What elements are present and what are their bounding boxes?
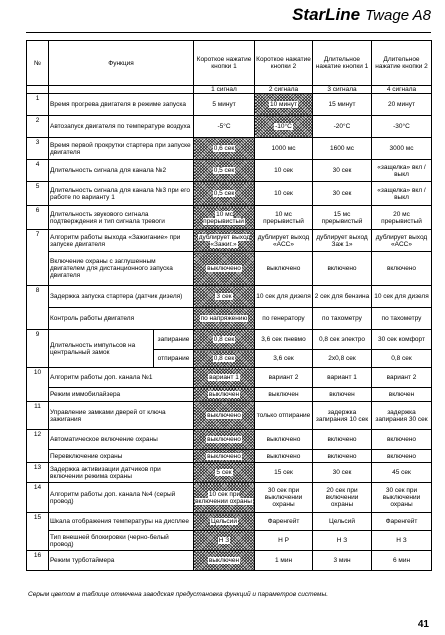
- col-header-long-1: Длительное нажатие кнопки 1: [313, 41, 372, 86]
- table-row: 10 Алгоритм работы доп. канала №1 вариант 1 вариант 2 вариант 1 вариант 2: [27, 368, 432, 388]
- table-row: 15 Шкала отображения температуры на дисплее Цельсий Фаренгейт Цельсий Фаренгейт: [27, 513, 432, 531]
- header-rule: [26, 32, 431, 33]
- table-row: Перевключение охраны выключено выключено включено включено: [27, 450, 432, 463]
- page-number: 41: [417, 619, 429, 630]
- signal-1: 1 сигнал: [194, 86, 255, 94]
- table-row: 13 Задержка активизации датчиков при включении режима охраны 5 сек 15 сек 30 сек 45 сек: [27, 463, 432, 483]
- brand-logo: [292, 5, 431, 25]
- table-row: 3 Время первой прокрутки стартера при запуске двигателя 0,6 сек 1000 мс 1600 мс 3000 мс: [27, 138, 432, 160]
- col-header-function: Функция: [49, 41, 194, 86]
- table-row: Контроль работы двигателя по напряжению по генератору по тахометру по тахометру: [27, 308, 432, 330]
- signal-2: 2 сигнала: [255, 86, 313, 94]
- col-header-short-2: Короткое нажатие кнопки 2: [255, 41, 313, 86]
- brand-name: StarLine: [292, 5, 361, 24]
- table-row: Включение охраны с заглушенным двигателем для дистанционного запуска двигателя выключено выключено включено включено: [27, 252, 432, 286]
- settings-table: [26, 40, 432, 571]
- signal-3: 3 сигнала: [313, 86, 372, 94]
- col-header-num: №: [27, 41, 49, 86]
- table-row: 8 Задержка запуска стартера (датчик дизеля) 3 сек 10 сек для дизеля 2 сек для бензина 10 сек для дизеля: [27, 286, 432, 308]
- table-row: 4 Длительность сигнала для канала №2 0,5 сек 10 сек 30 сек «защелка» вкл / выкл: [27, 160, 432, 182]
- table-row: Тип внешней блокировки (черно-белый провод) Н З Н Р Н З Н З: [27, 531, 432, 551]
- table-row: 2 Автозапуск двигателя по температуре воздуха -5°C -10°C -20°C -30°C: [27, 116, 432, 138]
- table-row: Режим иммобилайзера выключен выключен включен включен: [27, 388, 432, 402]
- table-row: 14 Алгоритм работы доп. канала №4 (серый провод) 10 сек при включении охраны 30 сек при выключении охраны 20 сек при включении охраны 30 сек при выключении охраны: [27, 483, 432, 513]
- table-row: 6 Длительность звукового сигнала подтверждения и тип сигнала тревоги 10 мс прерывистый 10 мс прерывистый 15 мс прерывистый 20 мс прерывистый: [27, 206, 432, 230]
- table-row: отпирание 0,8 сек 3,6 сек 2x0,8 сек 0,8 сек: [27, 350, 432, 368]
- table-row: 11 Управление замками дверей от ключа зажигания выключено только отпирание задержка запирания 10 сек задержка запирания 30 сек: [27, 402, 432, 430]
- footnote: Серым цветом в таблице отмечена заводская предустановка функций и параметров системы.: [28, 591, 329, 598]
- brand-model: Twage A8: [365, 7, 431, 24]
- table-header: [27, 41, 432, 86]
- table-row: 9 Длительность импульсов на центральный замок запирание 0,8 сек 3,6 сек пневмо 0,8 сек электро 30 сек комфорт: [27, 330, 432, 350]
- table-row: 16 Режим турботаймера выключен 1 мин 3 мин 6 мин: [27, 551, 432, 571]
- col-header-short-1: Короткое нажатие кнопки 1: [194, 41, 255, 86]
- signal-4: 4 сигнала: [372, 86, 432, 94]
- table-row: 12 Автоматическое включение охраны выключено выключено включено включено: [27, 430, 432, 450]
- signal-row: [27, 86, 432, 94]
- table-row: 7 Алгоритм работы выхода «Зажигание» при запуске двигателя дублирует выход «Зажиг.» дублирует выход «ACC» дублирует выход Заж 1» дублирует выход «ACC»: [27, 230, 432, 252]
- col-header-long-2: Длительное нажатие кнопки 2: [372, 41, 432, 86]
- table-row: 1 Время прогрева двигателя в режиме запуска 5 минут 10 минут 15 минут 20 минут: [27, 94, 432, 116]
- table-row: 5 Длительность сигнала для канала №3 при его работе по варианту 1 0,5 сек 10 сек 30 сек «защелка» вкл / выкл: [27, 182, 432, 206]
